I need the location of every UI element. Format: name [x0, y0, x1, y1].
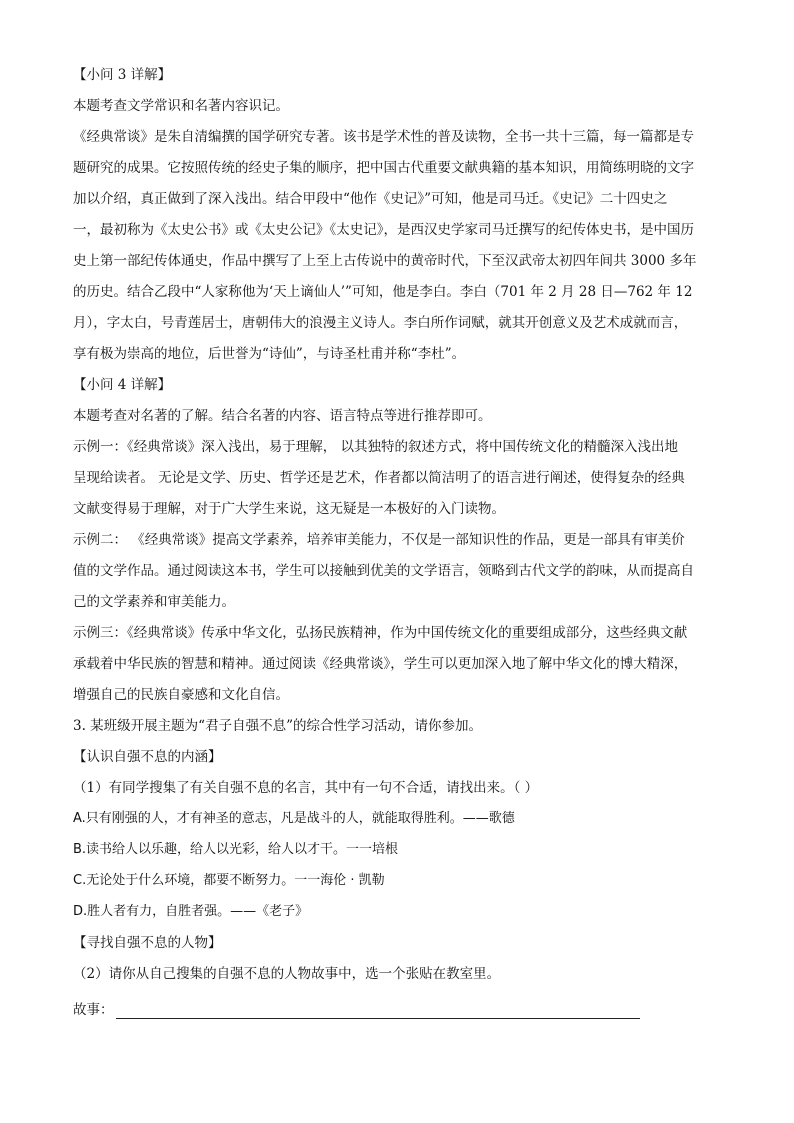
- subsection-heading-meaning: 【认识自强不息的内涵】: [73, 749, 222, 765]
- question-3-2-prompt: （2）请你从自己搜集的自强不息的人物故事中，选一个张贴在教室里。: [73, 966, 501, 982]
- story-label: 故事：: [73, 1002, 114, 1018]
- question-3-stem: 3. 某班级开展主题为“君子自强不息”的综合性学习活动，请你参加。: [73, 718, 482, 734]
- paragraph-line: 《经典常谈》是朱自清编撰的国学研究专著。该书是学术性的普及读物，全书一共十三篇，每一篇都是专: [73, 129, 694, 145]
- paragraph-line: 月），字太白，号青莲居士，唐朝伟大的浪漫主义诗人。李白所作词赋，就其开创意义及艺术成就而言，: [73, 315, 688, 331]
- paragraph-line: 的历史。结合乙段中“人家称他为‘天上谪仙人’”可知，他是李白。李白（701 年 2 月 28 日—762 年 12: [73, 284, 693, 300]
- example-three-line: 承载着中华民族的智慧和精神。通过阅读《经典常谈》，学生可以更加深入地了解中华文化的博大精深，: [73, 656, 688, 672]
- example-two-line: 己的文学素养和审美能力。: [73, 594, 235, 610]
- option-c: C.无论处于什么环境，都要不断努力。一一海伦 · 凯勒: [73, 873, 385, 888]
- paragraph-line: 题研究的成果。它按照传统的经史子集的顺序，把中国古代重要文献典籍的基本知识，用简练明晓的文字: [73, 160, 694, 176]
- paragraph-line: 享有极为崇高的地位，后世誉为“诗仙”，与诗圣杜甫并称“李杜”。: [73, 346, 466, 362]
- paragraph-line: 加以介绍，真正做到了深入浅出。结合甲段中“他作《史记》”可知，他是司马迁。《史记》二十四史之: [73, 191, 668, 207]
- section-heading-q3: 【小问 3 详解】: [73, 67, 172, 83]
- question-3-1-prompt: （1）有同学搜集了有关自强不息的名言，其中有一句不合适，请找出来。（ ）: [73, 780, 539, 796]
- option-b: B.读书给人以乐趣，给人以光彩，给人以才干。一一培根: [73, 842, 399, 857]
- example-three-line: 示例三：《经典常谈》传承中华文化，弘扬民族精神，作为中国传统文化的重要组成部分，这些经典文献: [73, 625, 688, 641]
- paragraph-line: 本题考查文学常识和名著内容识记。: [73, 98, 289, 114]
- option-a: A.只有刚强的人，才有神圣的意志，凡是战斗的人，就能取得胜利。——歌德: [73, 811, 515, 826]
- example-three-line: 增强自己的民族自豪感和文化自信。: [73, 687, 289, 703]
- example-one-line: 呈现给读者。 无论是文学、历史、哲学还是艺术，作者都以简洁明了的语言进行阐述，使得复杂的经典: [73, 470, 685, 486]
- subsection-heading-people: 【寻找自强不息的人物】: [73, 935, 222, 951]
- paragraph-line: 一，最初称为《太史公书》或《太史公记》《太史记》，是西汉史学家司马迁撰写的纪传体史书，是中国历: [73, 222, 694, 238]
- paragraph-line: 本题考查对名著的了解。结合名著的内容、语言特点等进行推荐即可。: [73, 408, 492, 424]
- section-heading-q4: 【小问 4 详解】: [73, 377, 172, 393]
- example-two-line: 示例二： 《经典常谈》提高文学素养，培养审美能力，不仅是一部知识性的作品，更是一部具有审美价: [73, 532, 685, 548]
- option-d: D.胜人者有力，自胜者强。——《老子》: [73, 904, 309, 919]
- story-answer-line[interactable]: [116, 1018, 640, 1019]
- example-one-line: 文献变得易于理解，对于广大学生来说，这无疑是一本极好的入门读物。: [73, 501, 505, 517]
- example-two-line: 值的文学作品。通过阅读这本书，学生可以接触到优美的文学语言，领略到古代文学的韵味，从而提高自: [73, 563, 694, 579]
- paragraph-line: 史上第一部纪传体通史，作品中撰写了上至上古传说中的黄帝时代，下至汉武帝太初四年间共 3000 多年: [73, 253, 697, 269]
- example-one-line: 示例一：《经典常谈》深入浅出，易于理解， 以其独特的叙述方式，将中国传统文化的精髓深入浅出地: [73, 439, 679, 455]
